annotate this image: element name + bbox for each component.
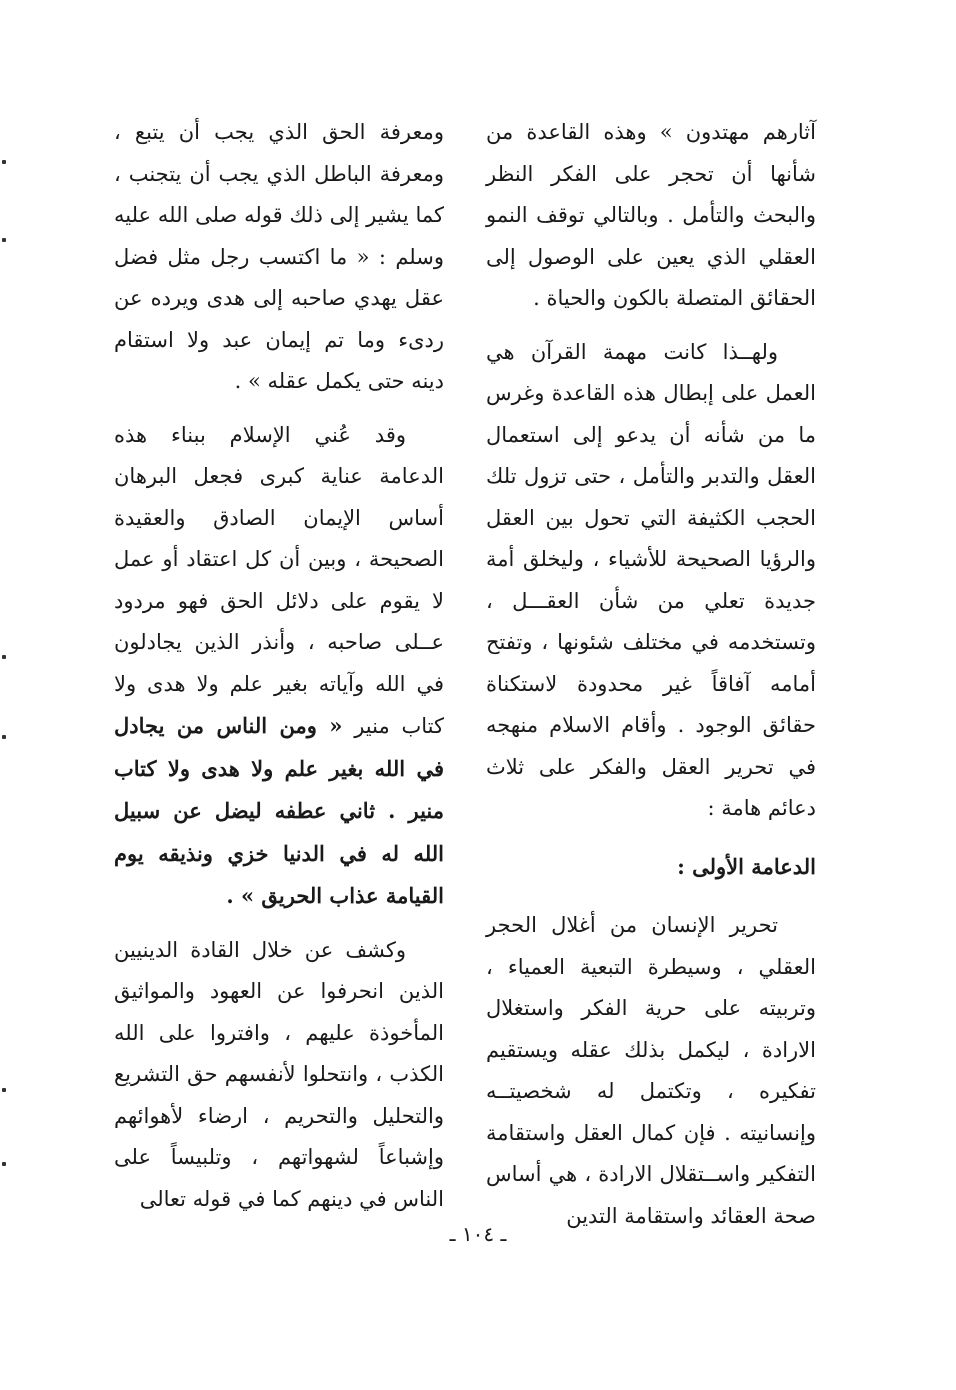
left-paragraph-2-text: وقد عُني الإسلام ببناء هذه الدعامة عناية كبرى فجعل البرهان أساس الإيمان الصادق والعقيدة الصحيحة ، وبين أن كل اعتقاد أو عمل لا يقوم على دلائل الحق فهو مردود عــلى صاحبه ، وأنذر الذين يجادلون في الله وآياته بغير علم ولا هدى ولا كتاب منير xyxy=(114,422,444,738)
right-paragraph-2: ولهــذا كانت مهمة القرآن هي العمل على إبطال هذه القاعدة وغرس ما من شأنه أن يدعو إلى استعمال العقل والتدبر والتأمل ، حتى تزول تلك الحجب الكثيفة التي تحول بين العقل والرؤيا الصحيحة للأشياء ، وليخلق أمة جديدة تعلي من شأن العقـــل ، وتستخدمه في مختلف شئونها ، وتفتح أمامه آفاقاً غير محدودة لاستكناة حقائق الوجود . وأقام الاسلام منهجه في تحرير العقل والفكر على ثلاث دعائم هامة : xyxy=(486,339,816,820)
margin-mark xyxy=(2,735,6,739)
quran-quote: « ومن الناس من يجادل في الله بغير علم ولا هدى ولا كتاب منير . ثاني عطفه ليضل عن سبيل الله له في الدنيا خزي ونذيقه يوم القيامة عذاب الحريق » . xyxy=(114,713,444,908)
right-paragraph-3: تحرير الإنسان من أغلال الحجر العقلي ، وسيطرة التبعية العمياء ، وتربيته على حرية الفكر واستغلال الارادة ، ليكمل بذلك عقله ويستقيم تفكيره ، وتكتمل له شخصيتــه وإنسانيته . فإن كمال العقل واستقامة التفكير واســتقلال الارادة ، هي أساس صحة العقائد واستقامة التدين xyxy=(486,913,816,1228)
left-column xyxy=(114,112,444,1220)
margin-mark xyxy=(2,238,6,242)
margin-mark xyxy=(2,1088,6,1092)
left-paragraph-1: ومعرفة الحق الذي يجب أن يتبع ، ومعرفة الباطل الذي يجب أن يتجنب ، كما يشير إلى ذلك قوله صلى الله عليه وسلم : « ما اكتسب رجل مثل فضل عقل يهدي صاحبه إلى هدى ويرده عن ردىء وما تم إيمان عبد ولا استقام دينه حتى يكمل عقله » . xyxy=(114,120,444,393)
section-heading: الدعامة الأولى : xyxy=(677,853,816,879)
page-number: ـ ١٠٤ ـ xyxy=(449,1222,507,1246)
margin-mark xyxy=(2,160,6,164)
margin-mark xyxy=(2,655,6,659)
right-column xyxy=(486,112,816,1237)
left-paragraph-3: وكشف عن خلال القادة الدينيين الذين انحرفوا عن العهود والمواثيق المأخوذة عليهم ، وافتروا على الله الكذب ، وانتحلوا لأنفسهم حق التشريع والتحليل والتحريم ، ارضاء لأهوائهم وإشباعاً لشهواتهم ، وتلبيساً على الناس في دينهم كما في قوله تعالى xyxy=(114,937,444,1211)
right-paragraph-1: آثارهم مهتدون » وهذه القاعدة من شأنها أن تحجر على الفكر النظر والبحث والتأمل . وبالتالي توقف النمو العقلي الذي يعين على الوصول إلى الحقائق المتصلة بالكون والحياة . xyxy=(486,120,816,310)
margin-mark xyxy=(2,1162,6,1166)
left-paragraph-2 xyxy=(114,415,444,918)
